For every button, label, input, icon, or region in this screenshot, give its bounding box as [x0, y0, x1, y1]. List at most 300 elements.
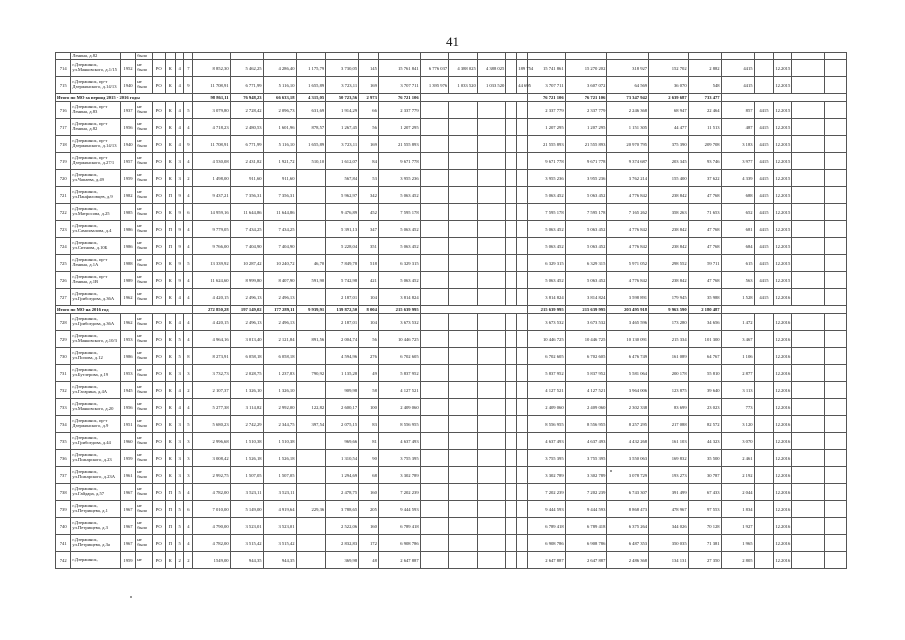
cell-d6: 4415 — [721, 77, 754, 94]
cell-d2: 5 063 452 — [565, 272, 607, 289]
cell-area: 4 718,23 — [193, 119, 230, 136]
cell-year: 1940 — [120, 77, 135, 94]
cell-d5: 27 350 — [688, 552, 721, 569]
cell-c1 — [420, 53, 449, 60]
cell-addr: г.Дзержинск, ул.Грибоедова, д.36А — [71, 314, 120, 331]
cell-people: 48 — [359, 552, 379, 569]
cell-addr: г.Дзержинск, ул.Пожарского, д.23А — [71, 467, 120, 484]
cell-a3: 944,35 — [263, 552, 296, 569]
cell-c2 — [449, 187, 478, 204]
cell-x1 — [791, 119, 824, 136]
cell-a5: 2 004,74 — [326, 331, 359, 348]
cell-empty — [420, 94, 528, 102]
cell-k: К — [165, 552, 175, 569]
cell-k: П — [165, 501, 175, 518]
cell-d5: 209 708 — [688, 136, 721, 153]
cell-d5: 55 810 — [688, 365, 721, 382]
cell-k: К — [165, 399, 175, 416]
cell-n: 721 — [56, 187, 71, 204]
cell-d5: 67 433 — [688, 484, 721, 501]
cell-cost: 5 837 952 — [378, 365, 420, 382]
cell-e: 4 — [184, 484, 193, 501]
cell-x2 — [824, 187, 846, 204]
cell-d3: 3 762 214 — [607, 170, 649, 187]
cell-a5: 2 075,15 — [326, 416, 359, 433]
cell-ro: РО — [152, 153, 165, 170]
cell-a4: 9 939,91 — [296, 306, 326, 314]
cell-a4: 631,69 — [296, 102, 326, 119]
cell-a4: 591,90 — [296, 272, 326, 289]
cell-c3 — [477, 416, 506, 433]
cell-x1 — [791, 382, 824, 399]
cell-date: 12.2016 — [774, 399, 792, 416]
cell-f: 3 — [175, 416, 184, 433]
table-row — [56, 501, 847, 518]
cell-d5: 59 711 — [688, 255, 721, 272]
cell-a4: 46,70 — [296, 255, 326, 272]
cell-n: 742 — [56, 552, 71, 569]
cell-addr: г.Дзержинск, ул.Маяковского, д.1/15 — [71, 60, 120, 77]
cell-a3: 1 326,10 — [263, 382, 296, 399]
cell-d3: 3 550 063 — [607, 450, 649, 467]
cell-n: 728 — [56, 314, 71, 331]
cell-n: 715 — [56, 77, 71, 94]
cell-x2 — [824, 136, 846, 153]
table-row — [56, 77, 847, 94]
cell-k: К — [165, 416, 175, 433]
cell-c5 — [517, 255, 528, 272]
cell-e: 3 — [184, 467, 193, 484]
cell-addr: г.Дзержинск, пр-т Ленина, д.1В — [71, 272, 120, 289]
cell-cost: 215 639 995 — [378, 306, 420, 314]
cell-d5: 97 553 — [688, 501, 721, 518]
table-row — [56, 136, 847, 153]
table-row — [56, 255, 847, 272]
table-row — [56, 53, 847, 60]
cell-d6: 3 070 — [721, 433, 754, 450]
cell-d4: 238 842 — [649, 221, 689, 238]
cell-cost: 2 409 060 — [378, 399, 420, 416]
cell-people: 49 — [359, 365, 379, 382]
cell-d5: 47 768 — [688, 238, 721, 255]
cell-f: 4 — [175, 289, 184, 306]
cell-d3: 8 257 295 — [607, 416, 649, 433]
cell-n: 726 — [56, 272, 71, 289]
cell-date: 12.2016 — [774, 484, 792, 501]
scan-speck — [130, 596, 132, 598]
cell-c2 — [449, 53, 478, 60]
cell-d2: 9 444 593 — [565, 501, 607, 518]
table-row — [56, 170, 847, 187]
cell-d4: 733 477 — [688, 94, 721, 102]
table-row — [56, 221, 847, 238]
cell-a2: 3 515,42 — [230, 535, 263, 552]
cell-ro: РО — [152, 238, 165, 255]
cell-c5 — [517, 221, 528, 238]
cell-d1: 3 955 236 — [528, 170, 565, 187]
cell-c3 — [477, 382, 506, 399]
cell-c3 — [477, 552, 506, 569]
cell-ro: РО — [152, 416, 165, 433]
cell-n: 724 — [56, 238, 71, 255]
cell-area: 4 530,08 — [193, 153, 230, 170]
cell-addr: г.Дзержинск, ул.Панфиловцев, д.9 — [71, 187, 120, 204]
cell-c3 — [477, 484, 506, 501]
cell-people: 100 — [359, 399, 379, 416]
cell-area: 1 498,00 — [193, 170, 230, 187]
cell-area: 1549,00 — [193, 552, 230, 569]
cell-a2: 8 999,80 — [230, 272, 263, 289]
cell-d6: 3 113 — [721, 382, 754, 399]
cell-x2 — [824, 433, 846, 450]
cell-c5 — [517, 331, 528, 348]
cell-d5: 71 653 — [688, 204, 721, 221]
cell-date: 12.2016 — [774, 331, 792, 348]
cell-d5: 64 767 — [688, 348, 721, 365]
cell-d5: 82 572 — [688, 416, 721, 433]
cell-d7 — [754, 467, 774, 484]
cell-d7 — [754, 450, 774, 467]
cell-ro — [152, 53, 165, 60]
cell-people: 104 — [359, 289, 379, 306]
cell-d1: 6 702 605 — [528, 348, 565, 365]
cell-c2 — [449, 204, 478, 221]
page-number: 41 — [446, 34, 459, 49]
cell-addr: г.Дзержинск, ул.Петрищева, д.1 — [71, 501, 120, 518]
cell-d7: 4415 — [754, 187, 774, 204]
cell-people — [359, 53, 379, 60]
cell-d3: 64 569 — [607, 77, 649, 94]
table-row — [56, 289, 847, 306]
cell-d4: 179 945 — [649, 289, 689, 306]
cell-d3: 9 963 590 — [649, 306, 689, 314]
cell-c5 — [517, 153, 528, 170]
cell-flag: не было — [136, 77, 152, 94]
cell-k: К — [165, 102, 175, 119]
cell-x2 — [824, 348, 846, 365]
cell-c3 — [477, 399, 506, 416]
cell-area: 4 782,00 — [193, 535, 230, 552]
table-row — [56, 518, 847, 535]
cell-d3: 1 151 305 — [607, 119, 649, 136]
cell-d3: 10 130 091 — [607, 331, 649, 348]
cell-d6: 2 192 — [721, 467, 754, 484]
cell-n: 732 — [56, 382, 71, 399]
cell-cost: 7 595 178 — [378, 204, 420, 221]
cell-d3: 5 581 064 — [607, 365, 649, 382]
cell-d4: 161 103 — [649, 433, 689, 450]
cell-d4 — [649, 53, 689, 60]
cell-c2 — [449, 119, 478, 136]
cell-f: 2 — [175, 552, 184, 569]
cell-a3 — [263, 53, 296, 60]
table-row — [56, 416, 847, 433]
cell-f: 4 — [175, 314, 184, 331]
cell-c1 — [420, 518, 449, 535]
cell-addr: г.Дзержинск, пр-т Дзержинского, д.27/1 — [71, 153, 120, 170]
table-row — [56, 204, 847, 221]
cell-c2 — [449, 484, 478, 501]
cell-f: 3 — [175, 433, 184, 450]
cell-c4 — [506, 272, 517, 289]
cell-c4 — [506, 535, 517, 552]
cell-a2: 2 028,75 — [230, 365, 263, 382]
cell-d3: 6 375 264 — [607, 518, 649, 535]
cell-x2 — [824, 272, 846, 289]
cell-year: 1967 — [120, 484, 135, 501]
cell-c5 — [517, 518, 528, 535]
cell-c2 — [449, 170, 478, 187]
cell-f: 4 — [175, 399, 184, 416]
cell-e: 5 — [184, 255, 193, 272]
cell-e: 4 — [184, 289, 193, 306]
cell-area: 2 107,37 — [193, 382, 230, 399]
cell-d2: 3 814 824 — [565, 289, 607, 306]
cell-a2: 2 480,53 — [230, 119, 263, 136]
cell-d3: 4 776 842 — [607, 272, 649, 289]
cell-c4 — [506, 484, 517, 501]
cell-people: 58 — [359, 382, 379, 399]
cell-addr: г.Дзержинск, ул.Чапаева, д.49 — [71, 170, 120, 187]
cell-a5: 5 228,04 — [326, 238, 359, 255]
cell-c2 — [449, 221, 478, 238]
cell-cost: 21 555 893 — [378, 136, 420, 153]
cell-c2 — [449, 433, 478, 450]
cell-c2 — [449, 272, 478, 289]
cell-area: 4 782,00 — [193, 484, 230, 501]
cell-d6: 2 044 — [721, 484, 754, 501]
cell-year: 1940 — [120, 136, 135, 153]
cell-e: 2 — [184, 552, 193, 569]
cell-a4: 790,92 — [296, 365, 326, 382]
cell-a5: 909,98 — [326, 382, 359, 399]
cell-addr: г.Дзержинск, ул.Матросова, д.25 — [71, 204, 120, 221]
cell-a4: 1 655,89 — [296, 136, 326, 153]
cell-d2 — [565, 53, 607, 60]
cell-c1 — [420, 416, 449, 433]
cell-addr: г.Дзержинск, пр-т Ленина, д.1А — [71, 255, 120, 272]
cell-x2 — [824, 204, 846, 221]
cell-addr: г.Дзержинск, пр-т Дзержинского, д.14/13 — [71, 77, 120, 94]
table-row — [56, 102, 847, 119]
cell-date: 12.2016 — [774, 289, 792, 306]
cell-flag: не было — [136, 170, 152, 187]
cell-a4 — [296, 187, 326, 204]
cell-date: 12.2016 — [774, 314, 792, 331]
cell-cost: 6 908 786 — [378, 535, 420, 552]
cell-cost: 3 302 789 — [378, 467, 420, 484]
cell-x1 — [791, 255, 824, 272]
cell-date: 12.2015 — [774, 187, 792, 204]
table-row — [56, 552, 847, 569]
cell-d1: 6 789 418 — [528, 518, 565, 535]
cell-d7: 4415 — [754, 153, 774, 170]
cell-area: 5 680,23 — [193, 416, 230, 433]
cell-a4 — [296, 535, 326, 552]
cell-d5: 548 — [688, 77, 721, 94]
cell-flag: не — [136, 552, 152, 569]
cell-f: 9 — [175, 187, 184, 204]
cell-cost: 5 063 452 — [378, 221, 420, 238]
cell-cost: 5 063 452 — [378, 238, 420, 255]
cell-a5: 50 723,56 — [326, 94, 359, 102]
cell-area: 3 079,80 — [193, 102, 230, 119]
cell-d6: 4 339 — [721, 170, 754, 187]
cell-c5 — [517, 53, 528, 60]
cell-k: К — [165, 467, 175, 484]
cell-x1 — [791, 348, 824, 365]
cell-n: 729 — [56, 331, 71, 348]
cell-c3 — [477, 119, 506, 136]
cell-d7 — [754, 77, 774, 94]
cell-f: 3 — [175, 365, 184, 382]
cell-people: 56 — [359, 331, 379, 348]
cell-flag: не было — [136, 314, 152, 331]
cell-a3: 1 510,38 — [263, 433, 296, 450]
cell-k: К — [165, 136, 175, 153]
cell-d2: 6 789 418 — [565, 518, 607, 535]
cell-a5: 1 135,28 — [326, 365, 359, 382]
cell-a3: 1 921,72 — [263, 153, 296, 170]
cell-d2: 7 202 239 — [565, 484, 607, 501]
table-row — [56, 365, 847, 382]
cell-e: 4 — [184, 221, 193, 238]
cell-x1 — [791, 187, 824, 204]
cell-a2: 2 742,29 — [230, 416, 263, 433]
cell-d2: 5 063 452 — [565, 221, 607, 238]
cell-c1 — [420, 255, 449, 272]
cell-e: 6 — [184, 501, 193, 518]
cell-e: 4 — [184, 187, 193, 204]
cell-c5 — [517, 433, 528, 450]
cell-d1: 76 721 106 — [565, 94, 607, 102]
cell-addr: г.Дзержинск, ул.Петрищева, д.3 — [71, 518, 120, 535]
cell-n: 736 — [56, 450, 71, 467]
cell-d2: 73 347 942 — [607, 94, 649, 102]
cell-d3: 8 868 473 — [607, 501, 649, 518]
cell-flag: не было — [136, 501, 152, 518]
cell-x1 — [791, 535, 824, 552]
cell-d6: 615 — [721, 255, 754, 272]
cell-x1 — [791, 501, 824, 518]
cell-c4 — [506, 77, 517, 94]
cell-area: 8 273,91 — [193, 348, 230, 365]
cell-area: 14 959,16 — [193, 204, 230, 221]
cell-c5 — [517, 365, 528, 382]
cell-d2: 1 207 295 — [565, 119, 607, 136]
cell-flag: не было — [136, 153, 152, 170]
cell-c2 — [449, 552, 478, 569]
cell-x2 — [824, 535, 846, 552]
cell-ro: РО — [152, 450, 165, 467]
cell-d6: 681 — [721, 221, 754, 238]
cell-people: 205 — [359, 501, 379, 518]
cell-k: К — [165, 77, 175, 94]
cell-d3: 4 776 842 — [607, 187, 649, 204]
cell-a2: 7 434,25 — [230, 221, 263, 238]
cell-addr: Ленина, д.82 — [71, 53, 120, 60]
cell-year: 1951 — [120, 416, 135, 433]
cell-cost: 4 637 493 — [378, 433, 420, 450]
cell-flag: не было — [136, 136, 152, 153]
cell-d4: 68 947 — [649, 102, 689, 119]
cell-c2: 1 033 520 — [449, 77, 478, 94]
cell-c4 — [506, 416, 517, 433]
cell-c3 — [477, 136, 506, 153]
cell-d4: 152 702 — [649, 60, 689, 77]
cell-d5: 34 656 — [688, 314, 721, 331]
cell-d2: 15 270 202 — [565, 60, 607, 77]
cell-n: 733 — [56, 399, 71, 416]
cell-e: 4 — [184, 238, 193, 255]
cell-a2: 944,35 — [230, 552, 263, 569]
cell-d4: 44 477 — [649, 119, 689, 136]
cell-a4: 4 315,05 — [296, 94, 326, 102]
cell-d7 — [754, 518, 774, 535]
cell-f: 9 — [175, 238, 184, 255]
cell-a2: 1 526,18 — [230, 450, 263, 467]
cell-c3 — [477, 450, 506, 467]
cell-a2: 11 644,86 — [230, 204, 263, 221]
cell-people: 81 — [359, 433, 379, 450]
cell-c1 — [420, 238, 449, 255]
cell-d3: 9 374 687 — [607, 153, 649, 170]
cell-d6: 2 877 — [721, 365, 754, 382]
cell-d2: 3 955 236 — [565, 170, 607, 187]
cell-a5 — [326, 53, 359, 60]
cell-a5: 1 267,45 — [326, 119, 359, 136]
cell-d5: 39 640 — [688, 382, 721, 399]
cell-x1 — [791, 467, 824, 484]
cell-c4 — [506, 289, 517, 306]
cell-date: 12.2016 — [774, 348, 792, 365]
cell-c1 — [420, 314, 449, 331]
cell-d1: 5 063 452 — [528, 221, 565, 238]
cell-x1 — [791, 399, 824, 416]
cell-x2 — [824, 60, 846, 77]
cell-area: 98 861,11 — [193, 94, 230, 102]
cell-d1: 4 637 493 — [528, 433, 565, 450]
cell-c5 — [517, 272, 528, 289]
cell-c3: 1 033 520 — [477, 77, 506, 94]
cell-k — [165, 53, 175, 60]
cell-cost: 3 707 711 — [378, 77, 420, 94]
cell-c4 — [506, 501, 517, 518]
cell-date: 12.2015 — [774, 153, 792, 170]
cell-f: 9 — [175, 221, 184, 238]
cell-empty — [721, 306, 846, 314]
cell-d1: 5 837 952 — [528, 365, 565, 382]
cell-d2: 2 337 779 — [565, 102, 607, 119]
cell-c2 — [449, 518, 478, 535]
cell-year: 1959 — [120, 170, 135, 187]
cell-a3: 2 096,73 — [263, 102, 296, 119]
cell-a2: 7 356,31 — [230, 187, 263, 204]
cell-d4: 155 400 — [649, 170, 689, 187]
cell-d4: 203 345 — [649, 153, 689, 170]
cell-a2: 5 462,25 — [230, 60, 263, 77]
cell-d1: 3 814 824 — [528, 289, 565, 306]
cell-d1: 4 127 521 — [528, 382, 565, 399]
cell-c1 — [420, 348, 449, 365]
cell-date: 12.2015 — [774, 119, 792, 136]
cell-d2: 3 755 395 — [565, 450, 607, 467]
cell-x2 — [824, 255, 846, 272]
cell-cost: 5 063 452 — [378, 187, 420, 204]
cell-date: 12.2015 — [774, 272, 792, 289]
cell-n: 738 — [56, 484, 71, 501]
cell-date: 12.2015 — [774, 60, 792, 77]
